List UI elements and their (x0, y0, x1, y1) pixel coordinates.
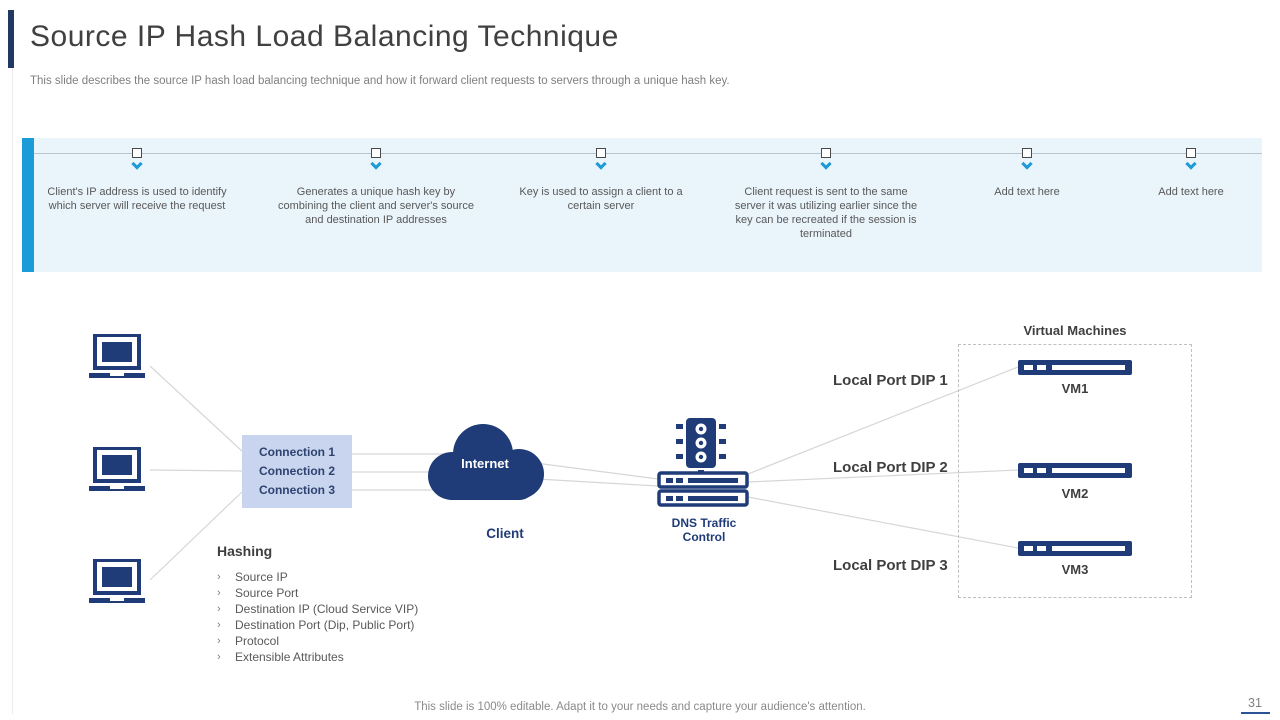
list-item (217, 649, 418, 665)
local-port-label: Local Port DIP 2 (833, 459, 948, 476)
timeline-step-text: Client request is sent to the same server it was utilizing earlier since the key can be recreated if the session is terminated (734, 186, 918, 240)
client-label: Client (486, 526, 524, 541)
bullet-icon: › (217, 651, 221, 663)
connection-label: Connection 1 (258, 445, 335, 459)
vm-group-label: Virtual Machines (1023, 323, 1127, 338)
laptop-icon (88, 559, 146, 607)
bullet-icon: › (217, 571, 221, 583)
chevron-down-icon (820, 158, 831, 169)
timeline-step-text[interactable]: Add text here (994, 186, 1060, 198)
hashing-list (217, 569, 418, 665)
page-title: Source IP Hash Load Balancing Technique (30, 20, 619, 53)
bullet-icon: › (217, 635, 221, 647)
chevron-down-icon (595, 158, 606, 169)
timeline-marker-icon (821, 148, 831, 158)
list-item-text: Extensible Attributes (235, 650, 344, 664)
vm-server-icon (1018, 541, 1132, 556)
slide-edge-line (12, 66, 13, 714)
local-port-label: Local Port DIP 3 (833, 557, 948, 574)
timeline-marker-icon (371, 148, 381, 158)
vm-label: VM3 (1061, 562, 1089, 577)
timeline-marker-icon (596, 148, 606, 158)
list-item (217, 569, 418, 585)
timeline-step-text: Generates a unique hash key by combining the client and server's source and destination IP addresses (278, 186, 474, 226)
timeline-step-text[interactable]: Add text here (1158, 186, 1224, 198)
timeline-accent-bar (22, 138, 34, 272)
list-item (217, 633, 418, 649)
list-item (217, 617, 418, 633)
footer-note: This slide is 100% editable. Adapt it to your needs and capture your audience's attention. (414, 701, 866, 713)
vm-label: VM1 (1061, 381, 1089, 396)
chevron-down-icon (1185, 158, 1196, 169)
dns-label: DNS Traffic Control (671, 516, 737, 544)
hashing-heading: Hashing (217, 543, 273, 559)
vm-label: VM2 (1061, 486, 1089, 501)
connection-label: Connection 3 (258, 483, 335, 497)
list-item-text: Source Port (235, 586, 299, 600)
local-port-label: Local Port DIP 1 (833, 372, 948, 389)
title-accent-bar (8, 10, 14, 68)
laptop-icon (88, 447, 146, 495)
timeline-marker-icon (1022, 148, 1032, 158)
chevron-down-icon (370, 158, 381, 169)
bullet-icon: › (217, 603, 221, 615)
chevron-down-icon (131, 158, 142, 169)
internet-cloud (420, 418, 550, 510)
timeline-step-text: Key is used to assign a client to a certain server (519, 186, 683, 212)
connection-label: Connection 2 (258, 464, 335, 478)
cloud-label: Internet (461, 456, 509, 471)
bullet-icon: › (217, 619, 221, 631)
connections-box (242, 435, 352, 508)
list-item-text: Destination Port (Dip, Public Port) (235, 618, 415, 632)
dns-traffic-control-icon (655, 416, 751, 512)
page-number-underline (1241, 712, 1270, 714)
list-item (217, 601, 418, 617)
laptop-icon (88, 334, 146, 382)
list-item-text: Protocol (235, 634, 280, 648)
timeline-line (34, 153, 1262, 154)
page-subtitle: This slide describes the source IP hash load balancing technique and how it forward client requests to servers through a unique hash key. (30, 75, 730, 87)
timeline-marker-icon (1186, 148, 1196, 158)
timeline-marker-icon (132, 148, 142, 158)
page-number: 31 (1248, 696, 1262, 710)
list-item-text: Source IP (235, 570, 288, 584)
vm-server-icon (1018, 463, 1132, 478)
timeline-step-text: Client's IP address is used to identify which server will receive the request (47, 186, 227, 212)
list-item-text: Destination IP (Cloud Service VIP) (235, 602, 419, 616)
chevron-down-icon (1021, 158, 1032, 169)
vm-server-icon (1018, 360, 1132, 375)
list-item (217, 585, 418, 601)
timeline-band (22, 138, 1262, 272)
bullet-icon: › (217, 587, 221, 599)
